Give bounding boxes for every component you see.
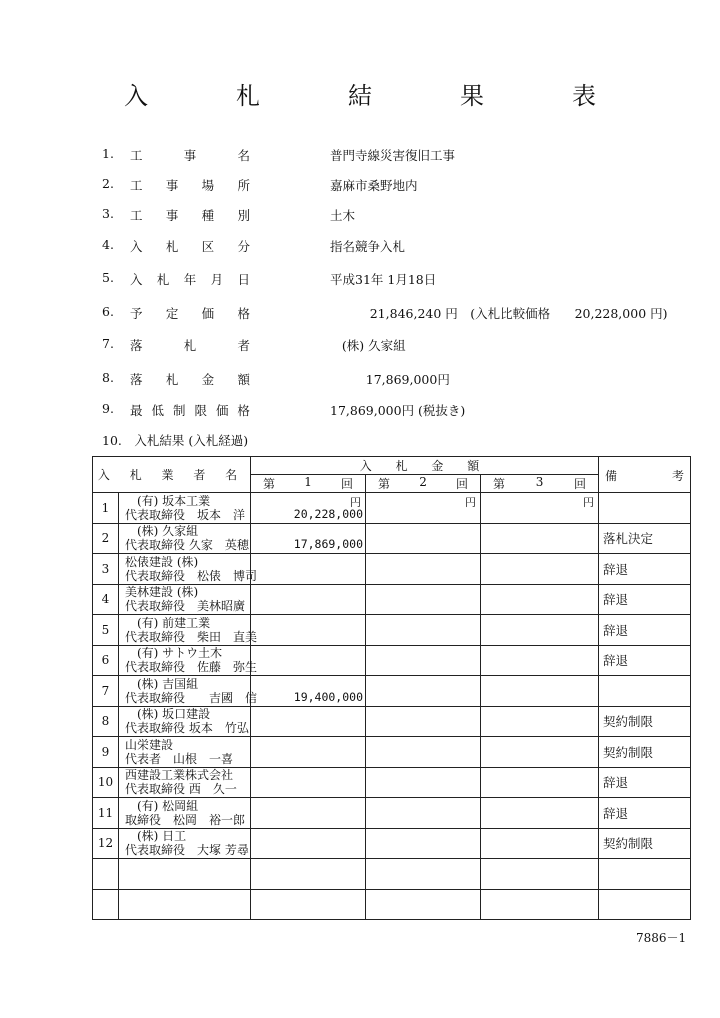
bidder-representative: 代表取締役 松俵 博司 <box>125 568 258 583</box>
info-label <box>130 370 250 388</box>
bid-amount-value: 19,400,000 <box>293 689 364 704</box>
info-value: 土木 <box>330 208 356 223</box>
header-round-3 <box>481 475 599 493</box>
row-number: 7 <box>93 676 119 707</box>
info-label-char: 年 <box>183 272 197 287</box>
row-number: 9 <box>93 737 119 768</box>
table-row <box>93 767 691 798</box>
info-number: 2. <box>102 176 114 191</box>
table-row <box>93 645 691 676</box>
remark-cell: 辞退 <box>599 615 691 646</box>
bid-amount-round-1 <box>251 584 366 615</box>
info-label-char: 格 <box>237 306 250 321</box>
info-number: 4. <box>102 237 114 252</box>
empty-cell <box>119 859 251 890</box>
bidder-cell <box>119 554 258 585</box>
bidder-cell <box>119 828 251 859</box>
yen-unit: 円 <box>583 496 595 509</box>
bidder-company: (株) 日工 <box>125 829 187 844</box>
header-remarks-a: 備 <box>605 469 618 483</box>
bidder-cell <box>119 767 251 798</box>
info-label-char: 札 <box>165 239 179 254</box>
bid-amount-round-1 <box>251 676 366 707</box>
info-label-char: 札 <box>183 338 197 353</box>
info-label-char: 予 <box>130 306 143 321</box>
info-label-char: 事 <box>183 148 197 163</box>
info-label <box>130 270 250 288</box>
bid-amount-round-2 <box>366 584 481 615</box>
bidder-company: (有) 坂本工業 <box>125 493 211 508</box>
bid-amount-round-3 <box>481 828 599 859</box>
bidder-representative: 代表取締役 大塚 芳尋 <box>125 843 249 858</box>
info-label-char: 最 <box>130 403 143 418</box>
bidder-cell <box>119 645 258 676</box>
empty-cell <box>93 859 119 890</box>
bid-amount-round-2 <box>366 798 481 829</box>
bid-amount-round-3 <box>481 676 599 707</box>
bid-amount-round-3 <box>481 584 599 615</box>
row-number: 1 <box>93 493 119 524</box>
bid-amount-round-2 <box>366 737 481 768</box>
remark-cell <box>599 676 691 707</box>
bid-amount-round-1 <box>251 554 366 585</box>
info-value: 嘉麻市桑野地内 <box>330 178 418 193</box>
bidder-company: 西建設工業株式会社 <box>125 768 234 783</box>
round-label-part: 第 <box>493 477 506 491</box>
table-row <box>93 706 691 737</box>
info-number: 5. <box>102 270 114 285</box>
document-number: 7886－1 <box>636 931 687 945</box>
info-value: 指名競争入札 <box>330 239 406 254</box>
table-row <box>93 737 691 768</box>
info-label <box>130 176 250 194</box>
info-label-char: 事 <box>165 208 179 223</box>
bid-amount-round-2 <box>366 706 481 737</box>
info-number: 1. <box>102 146 114 161</box>
bidder-company: (株) 坂口建設 <box>125 707 211 722</box>
info-label <box>130 146 250 164</box>
info-label-char: 落 <box>130 372 143 387</box>
row-number: 6 <box>93 645 119 676</box>
row-number: 11 <box>93 798 119 829</box>
bid-amount-round-3 <box>481 767 599 798</box>
bid-amount-round-3 <box>481 615 599 646</box>
info-label-char: 限 <box>194 403 207 418</box>
bidder-cell <box>119 523 251 554</box>
header-remarks <box>599 457 691 493</box>
info-number: 9. <box>102 401 114 416</box>
row-number: 2 <box>93 523 119 554</box>
info-label-char: 工 <box>130 148 143 163</box>
header-round-1 <box>251 475 366 493</box>
info-label-char: 所 <box>237 178 250 193</box>
row-number: 3 <box>93 554 119 585</box>
bid-results-table <box>92 456 691 920</box>
remark-cell: 辞退 <box>599 554 691 585</box>
bid-amount-round-3 <box>481 554 599 585</box>
table-row <box>93 676 691 707</box>
info-value: (株) 久家組 <box>330 338 406 353</box>
bid-amount-round-2 <box>366 493 481 524</box>
row-number: 5 <box>93 615 119 646</box>
bid-amount-round-3 <box>481 645 599 676</box>
bidder-company: (有) サトウ土木 <box>125 646 223 661</box>
remark-cell <box>599 493 691 524</box>
bidder-company: 山栄建設 <box>125 737 174 752</box>
header-round-2 <box>366 475 481 493</box>
bid-amount-round-1 <box>251 828 366 859</box>
bidder-cell <box>119 584 251 615</box>
header-remarks-b: 考 <box>672 469 685 483</box>
info-label-char: 区 <box>201 239 215 254</box>
remark-cell: 契約制限 <box>599 737 691 768</box>
bidder-company: (有) 前建工業 <box>125 615 211 630</box>
bidder-representative: 代表取締役 佐藤 弥生 <box>125 660 258 675</box>
bidder-cell <box>119 676 258 707</box>
bid-amount-round-3 <box>481 523 599 554</box>
page-title: 入 札 結 果 表 <box>124 82 628 110</box>
table-row <box>93 828 691 859</box>
info-label-char: 種 <box>201 208 215 223</box>
info-label-char: 札 <box>165 372 179 387</box>
empty-cell <box>366 889 481 920</box>
header-bidder-name: 入 札 業 者 名 <box>93 457 251 493</box>
bid-amount-round-1 <box>251 493 366 524</box>
empty-cell <box>366 859 481 890</box>
bid-amount-round-2 <box>366 828 481 859</box>
bid-amount-round-1 <box>251 798 366 829</box>
info-label-char: 工 <box>130 208 143 223</box>
bidder-representative: 代表取締役 柴田 直美 <box>125 629 258 644</box>
remark-cell: 契約制限 <box>599 828 691 859</box>
bid-amount-round-2 <box>366 767 481 798</box>
info-label-char: 制 <box>172 403 186 418</box>
round-label-part: 回 <box>340 477 353 491</box>
header-bid-amount: 入 札 金 額 <box>251 457 599 475</box>
empty-cell <box>119 889 251 920</box>
bid-amount-round-2 <box>366 554 481 585</box>
empty-cell <box>599 859 691 890</box>
info-value: 17,869,000円 (税抜き) <box>330 403 466 418</box>
empty-cell <box>251 889 366 920</box>
info-label <box>130 401 250 419</box>
bidder-company: 美林建設 (株) <box>125 585 199 600</box>
info-label-char: 名 <box>237 148 250 163</box>
remark-cell: 落札決定 <box>599 523 691 554</box>
bid-amount-round-2 <box>366 676 481 707</box>
info-label-char: 月 <box>210 272 224 287</box>
empty-cell <box>481 859 599 890</box>
round-label-part: 2 <box>419 475 427 489</box>
table-row <box>93 523 691 554</box>
yen-unit: 円 <box>465 496 477 509</box>
remark-cell: 辞退 <box>599 767 691 798</box>
bidder-cell <box>119 798 251 829</box>
bidder-cell <box>119 737 251 768</box>
bid-amount-round-2 <box>366 615 481 646</box>
bidder-representative: 代表者 山根 一喜 <box>125 751 234 766</box>
table-row <box>93 584 691 615</box>
empty-cell <box>251 859 366 890</box>
bidder-company: 松俵建設 (株) <box>125 554 199 569</box>
info-number: 6. <box>102 304 114 319</box>
info-label-char: 日 <box>237 272 250 287</box>
bid-amount-round-3 <box>481 737 599 768</box>
info-label-char: 場 <box>201 178 215 193</box>
bid-amount-round-1 <box>251 737 366 768</box>
empty-row <box>93 859 691 890</box>
empty-cell <box>481 889 599 920</box>
bidder-company: (株) 吉国組 <box>125 676 199 691</box>
row-number: 4 <box>93 584 119 615</box>
info-number: 7. <box>102 336 114 351</box>
bidder-cell <box>119 493 251 524</box>
bidder-company: (株) 久家組 <box>125 524 199 539</box>
round-label-part: 1 <box>304 475 312 489</box>
bid-amount-round-2 <box>366 523 481 554</box>
bidder-representative: 代表取締役 坂本 竹弘 <box>125 721 249 736</box>
yen-unit: 円 <box>350 496 362 509</box>
bidder-cell <box>119 615 258 646</box>
info-label-char: 工 <box>130 178 143 193</box>
info-label-char: 事 <box>165 178 179 193</box>
bid-amount-round-3 <box>481 706 599 737</box>
table-row <box>93 554 691 585</box>
bid-amount-round-3 <box>481 493 599 524</box>
round-label-part: 第 <box>378 477 391 491</box>
info-label-char: 格 <box>237 403 250 418</box>
results-caption: 10. 入札結果 (入札経過) <box>102 433 249 448</box>
info-label-char: 入 <box>130 272 143 287</box>
table-row <box>93 798 691 829</box>
info-label <box>130 336 250 354</box>
info-number: 3. <box>102 206 114 221</box>
round-label-part: 3 <box>535 475 544 489</box>
info-label-char: 別 <box>237 208 250 223</box>
info-label-char: 札 <box>156 272 170 287</box>
round-label-part: 回 <box>573 477 586 491</box>
info-label <box>130 206 250 224</box>
bid-amount-round-1 <box>251 767 366 798</box>
info-label <box>130 237 250 255</box>
round-label-part: 回 <box>455 477 468 491</box>
info-label-char: 金 <box>201 372 215 387</box>
info-value: 平成31年 1月18日 <box>330 272 437 287</box>
bid-amount-round-1 <box>251 523 366 554</box>
row-number: 10 <box>93 767 119 798</box>
empty-row <box>93 889 691 920</box>
bidder-company: (有) 松岡組 <box>125 798 199 813</box>
table-row <box>93 493 691 524</box>
row-number: 8 <box>93 706 119 737</box>
bidder-cell <box>119 706 251 737</box>
bid-amount-round-3 <box>481 798 599 829</box>
remark-cell: 辞退 <box>599 798 691 829</box>
info-label <box>130 304 250 322</box>
info-label-char: 者 <box>237 338 250 353</box>
info-value: 普門寺線災害復旧工事 <box>330 148 456 163</box>
bid-amount-round-1 <box>251 615 366 646</box>
bid-amount-round-1 <box>251 645 366 676</box>
remark-cell: 辞退 <box>599 645 691 676</box>
info-label-char: 価 <box>215 403 229 418</box>
round-label-part: 第 <box>263 477 276 491</box>
bidder-representative: 代表取締役 美林昭廣 <box>125 599 246 614</box>
bidder-representative: 代表取締役 坂本 洋 <box>125 507 246 522</box>
bid-amount-value: 17,869,000 <box>293 537 364 551</box>
remark-cell: 契約制限 <box>599 706 691 737</box>
bid-amount-round-1 <box>251 706 366 737</box>
bidder-representative: 取締役 松岡 裕一郎 <box>125 812 246 827</box>
info-label-char: 定 <box>165 306 179 321</box>
bidder-representative: 代表取締役 西 久一 <box>125 782 237 797</box>
empty-cell <box>93 889 119 920</box>
bidder-representative: 代表取締役 久家 英穂 <box>125 538 249 553</box>
bidder-representative: 代表取締役 吉國 信 <box>125 690 258 705</box>
info-label-char: 額 <box>237 372 250 387</box>
table-row <box>93 615 691 646</box>
info-value: 17,869,000円 <box>330 372 450 387</box>
empty-cell <box>599 889 691 920</box>
row-number: 12 <box>93 828 119 859</box>
bid-amount-round-2 <box>366 645 481 676</box>
info-label-char: 分 <box>237 239 250 254</box>
info-label-char: 価 <box>201 306 215 321</box>
info-label-char: 入 <box>130 239 143 254</box>
bid-amount-value: 20,228,000 <box>293 506 364 521</box>
info-label-char: 落 <box>130 338 143 353</box>
remark-cell: 辞退 <box>599 584 691 615</box>
info-number: 8. <box>102 370 114 385</box>
info-value: 21,846,240 円 (入札比較価格 20,228,000 円) <box>330 306 668 321</box>
info-label-char: 低 <box>151 403 164 418</box>
